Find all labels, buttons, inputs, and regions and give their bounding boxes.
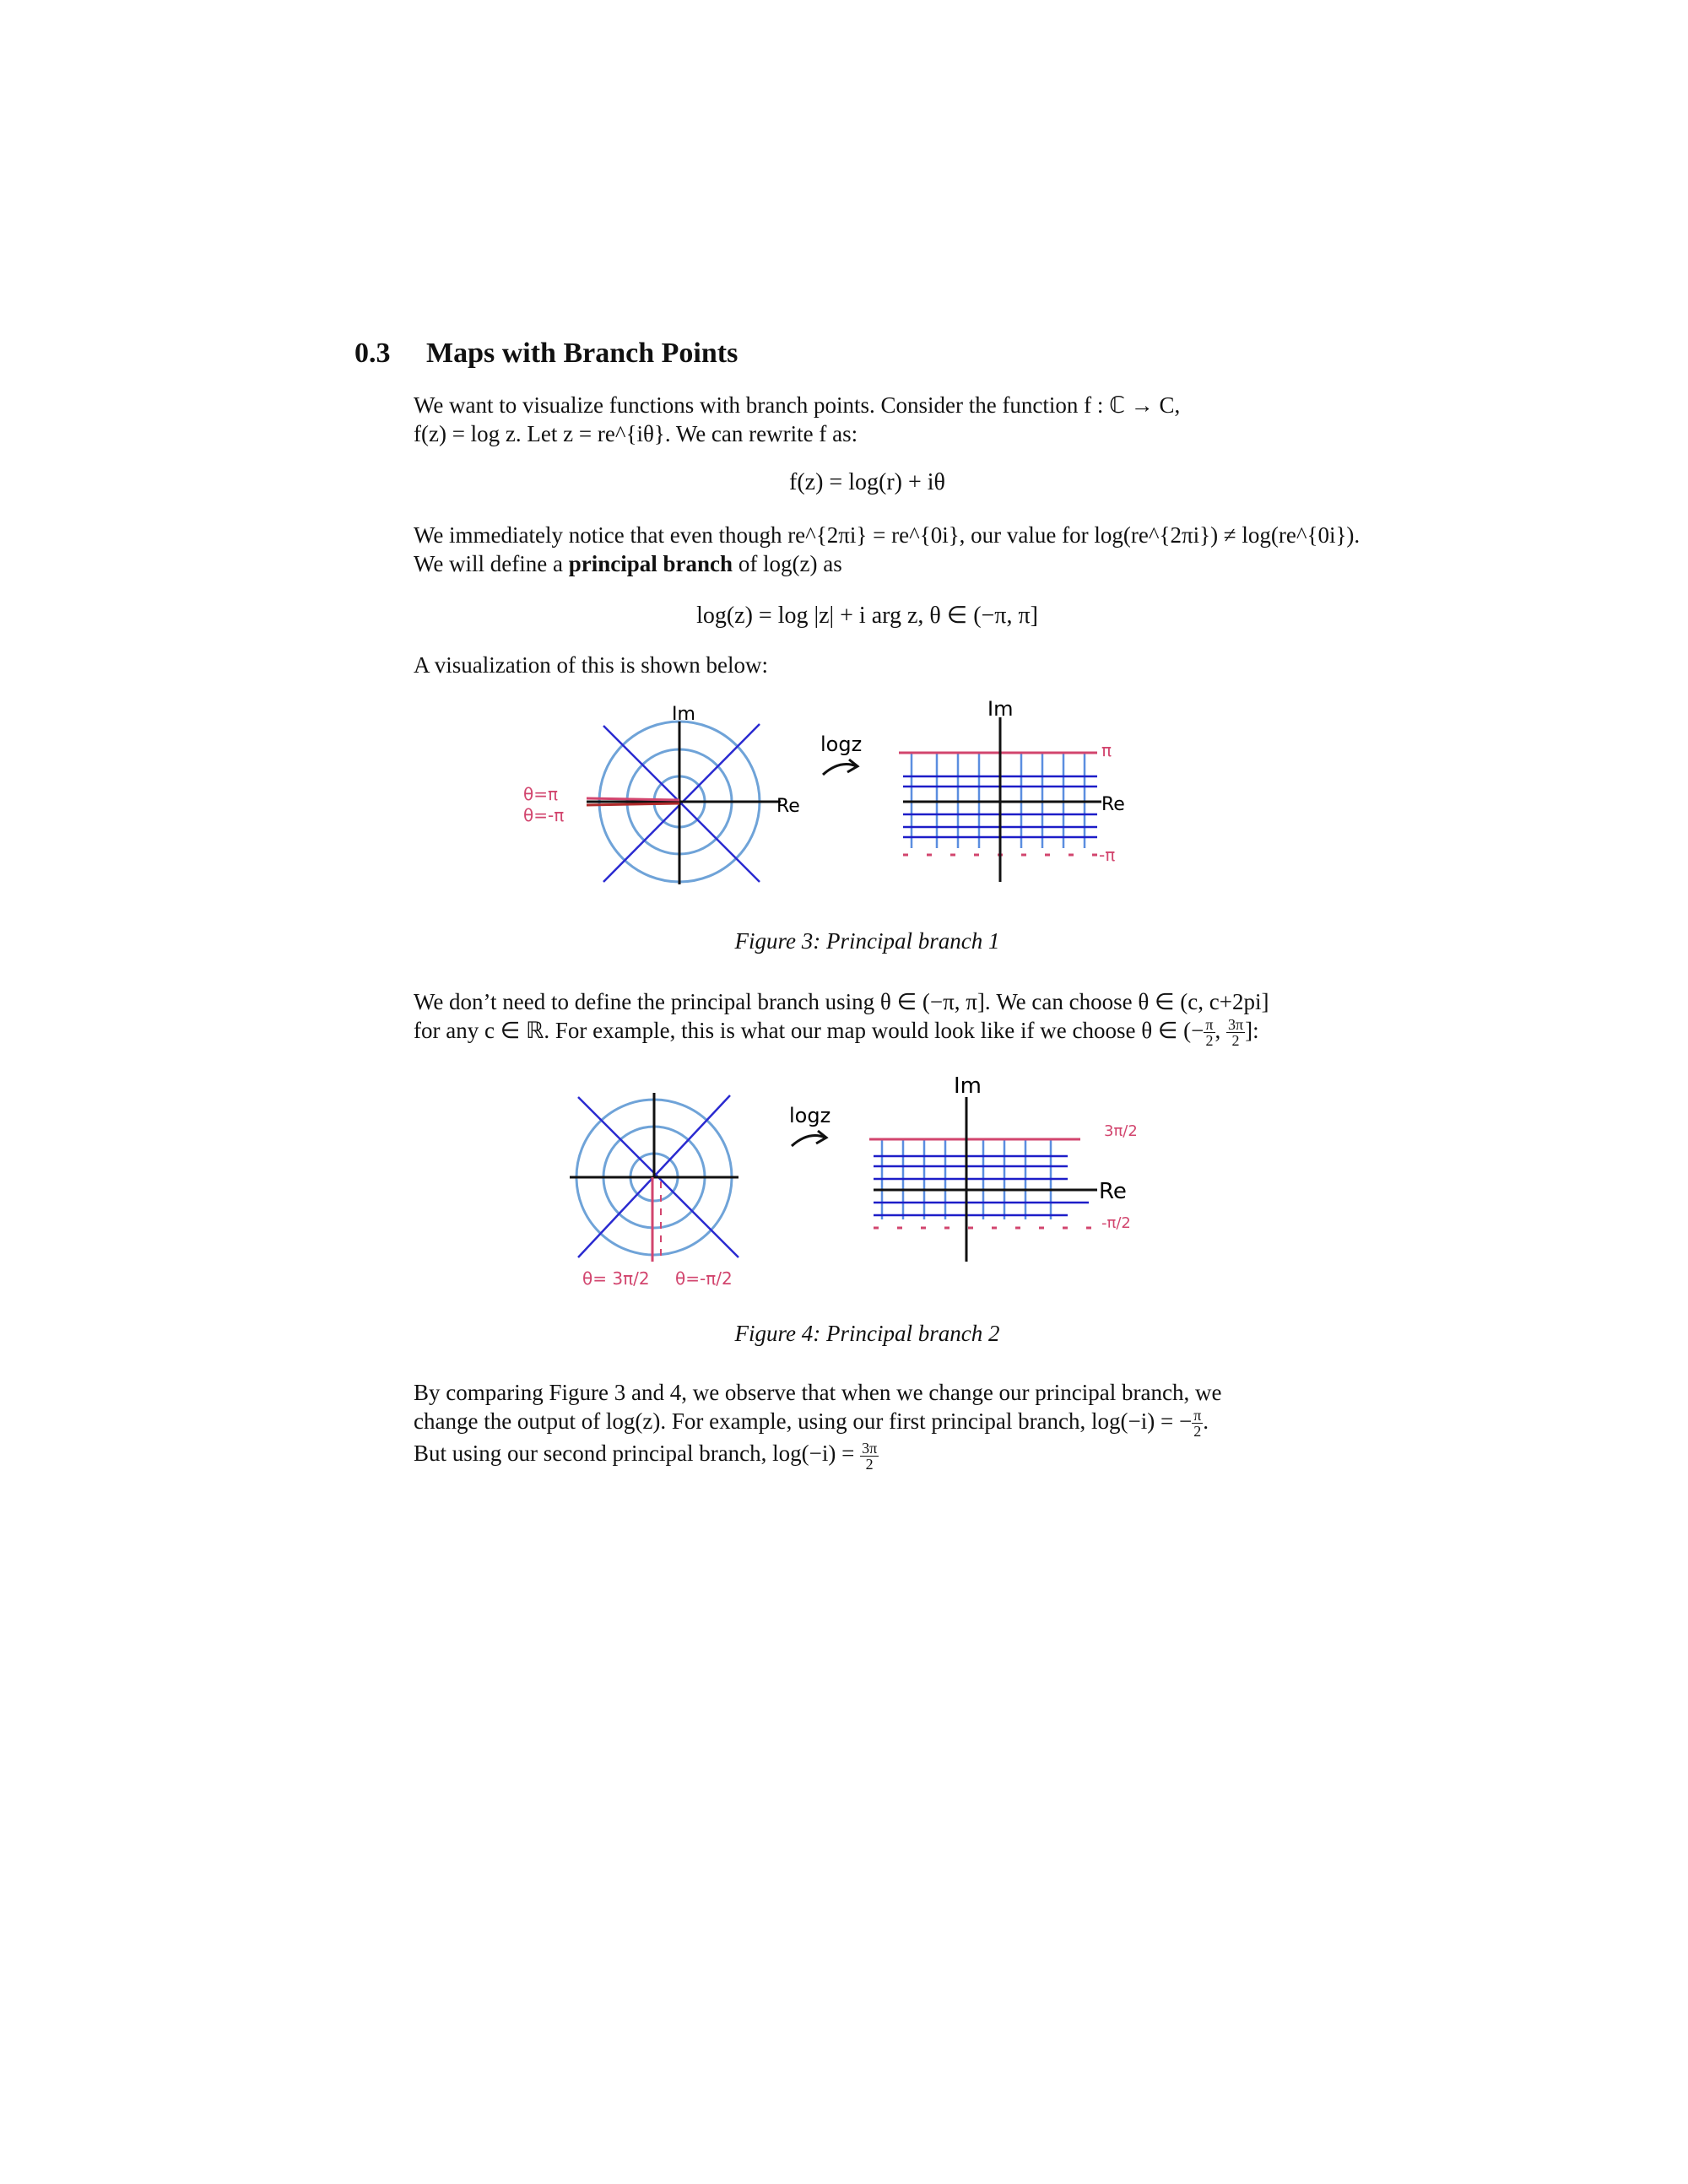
equation-principal-log: log(z) = log |z| + i arg z, θ ∈ (−π, π] xyxy=(696,603,1038,629)
figure3-axes xyxy=(587,722,781,884)
frac-3pi-over-2-result xyxy=(860,1441,879,1472)
para4-line-1: We don’t need to define the principal branch using θ ∈ (−π, π]. We can choose θ ∈ (c, c+2pi] xyxy=(414,989,1269,1014)
para5-line-3 xyxy=(414,1439,1321,1471)
figure-4-caption: Figure 4: Principal branch 2 xyxy=(734,1321,1000,1346)
equation-f-log: f(z) = log(r) + iθ xyxy=(789,469,945,495)
theta-pi-label: θ=π xyxy=(523,784,559,804)
figure4-image-grid xyxy=(869,1097,1097,1262)
para5-line-2-text: change the output of log(z). For example, using our first principal branch, log(−i) = − xyxy=(414,1408,1193,1434)
section-heading xyxy=(354,338,738,370)
figure-3-sketch xyxy=(506,692,1148,895)
frac-3pi-over-2 xyxy=(1226,1017,1245,1048)
section-number: 0.3 xyxy=(354,338,391,369)
para2-line-1: We immediately notice that even though re^{2πi} = re^{0i}, our value for log(re^{2πi}) ≠ log(re^{0i}). xyxy=(414,522,1361,548)
branch-cut-lower xyxy=(587,803,679,805)
theta-3pi2-label: θ= 3π/2 xyxy=(582,1268,650,1289)
fig3-re-label: Re xyxy=(776,796,800,817)
para5-line-3-text: But using our second principal branch, log(−i) = xyxy=(414,1441,855,1467)
frac-a-num: π xyxy=(1205,1016,1214,1034)
frac-a-den: 2 xyxy=(1205,1032,1214,1050)
para3-line: A visualization of this is shown below: xyxy=(414,652,768,678)
comparison-paragraph xyxy=(414,1378,1321,1472)
principal-branch-term: principal branch xyxy=(568,551,733,576)
para2-line-2 xyxy=(414,549,1321,578)
intro-line-2: f(z) = log z. Let z = re^{iθ}. We can rewrite f as: xyxy=(414,421,858,446)
fig4-bottom-label: -π/2 xyxy=(1101,1214,1131,1232)
branch-choice-paragraph xyxy=(414,987,1321,1048)
fig4-top-label: 3π/2 xyxy=(1104,1122,1138,1140)
fig3-right-im-label: Im xyxy=(987,697,1014,721)
line3-frac-den: 2 xyxy=(865,1455,874,1473)
fig3-im-label: Im xyxy=(672,704,695,725)
theta-neg-pi2-label: θ=-π/2 xyxy=(675,1268,733,1289)
figure3-image-grid xyxy=(899,717,1101,882)
principal-branch-paragraph xyxy=(414,521,1361,578)
intro-line-1: We want to visualize functions with branch points. Consider the function f : ℂ → C, xyxy=(414,392,1181,418)
visualization-intro xyxy=(414,651,1321,679)
frac-pi-over-2 xyxy=(1204,1017,1215,1048)
branch-cut-upper xyxy=(587,798,679,800)
line3-frac-num: 3π xyxy=(862,1439,878,1457)
fig4-right-im-label: Im xyxy=(954,1073,982,1099)
frac-b-num: 3π xyxy=(1228,1016,1244,1034)
fig3-pi-label: π xyxy=(1101,740,1112,760)
fig3-right-re-label: Re xyxy=(1101,794,1125,815)
theta-neg-pi-label: θ=-π xyxy=(523,805,565,825)
para5-line-2: change the output of log(z). For example, using our first principal branch, log(−i) = − $\frac{\pi}{2}$ . xyxy=(414,1407,1209,1441)
frac-neg-pi-over-2 xyxy=(1192,1408,1203,1439)
fig3-neg-pi-label: -π xyxy=(1099,845,1116,865)
intro-paragraph xyxy=(414,391,1321,448)
figure-3-caption: Figure 3: Principal branch 1 xyxy=(734,928,1000,954)
fig3-arrow-label: logz xyxy=(820,733,863,756)
fig4-right-re-label: Re xyxy=(1099,1179,1127,1204)
para4-line-2: for any c ∈ ℝ. For example, this is what our map would look like if we choose θ ∈ (− $\frac{\pi}{2}$ , $\frac{3\pi}{2}$ ]: xyxy=(414,1016,1259,1050)
para2-post: of log(z) as xyxy=(738,551,842,576)
para4-pre: for any c ∈ ℝ. For example, this is what our map would look like if we choose θ ∈ (− xyxy=(414,1018,1204,1043)
line2-frac-num: π xyxy=(1193,1407,1202,1424)
line2-frac-den: 2 xyxy=(1193,1423,1202,1441)
fig4-arrow-label: logz xyxy=(789,1104,831,1127)
figure-4-sketch xyxy=(540,1063,1182,1300)
section-title: Maps with Branch Points xyxy=(426,338,738,369)
frac-b-den: 2 xyxy=(1231,1032,1240,1050)
para2-pre: We will define a xyxy=(414,551,564,576)
para5-line-1: By comparing Figure 3 and 4, we observe that when we change our principal branch, we xyxy=(414,1380,1222,1405)
